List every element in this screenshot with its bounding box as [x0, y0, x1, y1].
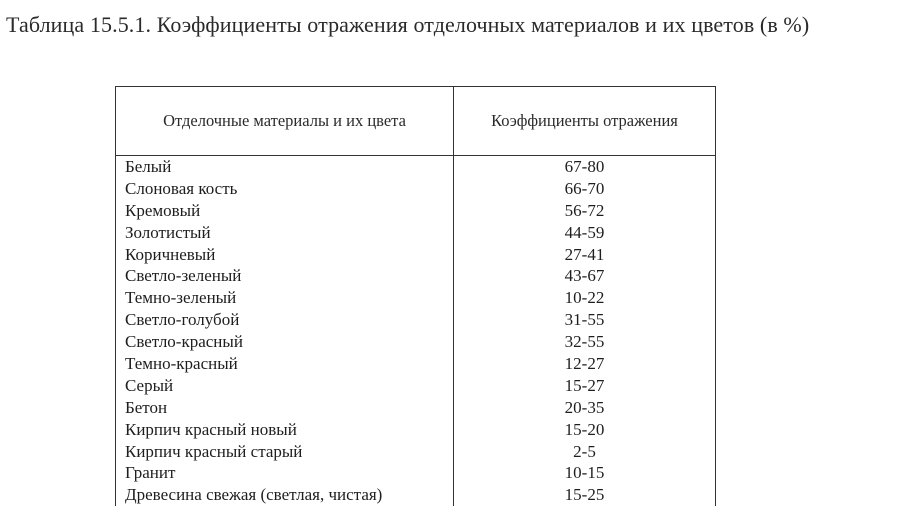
- material-cell: Бетон: [125, 397, 168, 417]
- table-row: [116, 462, 715, 484]
- table-row: [116, 222, 715, 244]
- material-cell: Кремовый: [125, 200, 201, 220]
- coefficient-cell: 12-27: [564, 354, 605, 374]
- material-cell: Коричневый: [125, 244, 216, 264]
- material-cell: Белый: [125, 157, 172, 176]
- material-cell: Гранит: [125, 463, 176, 483]
- table-row: [116, 309, 715, 331]
- table-row: [116, 375, 715, 397]
- table-row: [116, 353, 715, 375]
- material-cell: Светло-голубой: [125, 310, 240, 330]
- coefficient-cell: 15-20: [564, 419, 605, 439]
- coefficient-cell: 10-22: [564, 288, 605, 308]
- table-row: [116, 178, 715, 200]
- table-row: [116, 265, 715, 287]
- coefficient-cell: 15-27: [564, 375, 605, 395]
- header-coefficients: Коэффициенты отражения: [491, 111, 678, 130]
- coefficient-cell: 27-41: [564, 244, 605, 264]
- material-cell: Светло-красный: [125, 332, 243, 352]
- table-row: [116, 419, 715, 441]
- table-row: [116, 441, 715, 463]
- coefficient-cell: 56-72: [564, 200, 605, 220]
- material-cell: Золотистый: [125, 222, 211, 242]
- material-cell: Серый: [125, 375, 174, 395]
- material-cell: Темно-красный: [125, 354, 238, 374]
- table-caption: Таблица 15.5.1. Коэффициенты отражения отделочных материалов и их цветов (в %): [6, 12, 810, 37]
- reflection-table: [115, 86, 716, 506]
- coefficient-cell: 44-59: [564, 222, 605, 242]
- coefficient-cell: 10-15: [564, 463, 605, 483]
- material-cell: Светло-зеленый: [125, 266, 242, 286]
- header-materials: Отделочные материалы и их цвета: [163, 111, 406, 130]
- table-row: [116, 331, 715, 353]
- material-cell: Древесина свежая (светлая, чистая): [125, 485, 383, 505]
- material-cell: Кирпич красный старый: [125, 441, 303, 461]
- coefficient-cell: 66-70: [564, 178, 605, 198]
- table-body: [116, 156, 715, 506]
- table-header: [116, 87, 715, 156]
- table-row: [116, 244, 715, 266]
- table-row: [116, 484, 715, 506]
- table-row: [116, 287, 715, 309]
- material-cell: Слоновая кость: [125, 178, 238, 198]
- table-row: [116, 397, 715, 419]
- table-row: [116, 156, 715, 178]
- material-cell: Кирпич красный новый: [125, 419, 297, 439]
- coefficient-cell: 43-67: [564, 266, 605, 286]
- coefficient-cell: 31-55: [564, 310, 605, 330]
- coefficient-cell: 20-35: [564, 397, 605, 417]
- coefficient-cell: 2-5: [573, 441, 596, 461]
- coefficient-cell: 15-25: [564, 485, 605, 505]
- table-row: [116, 200, 715, 222]
- coefficient-cell: 67-80: [564, 157, 605, 176]
- coefficient-cell: 32-55: [564, 332, 605, 352]
- material-cell: Темно-зеленый: [125, 288, 237, 308]
